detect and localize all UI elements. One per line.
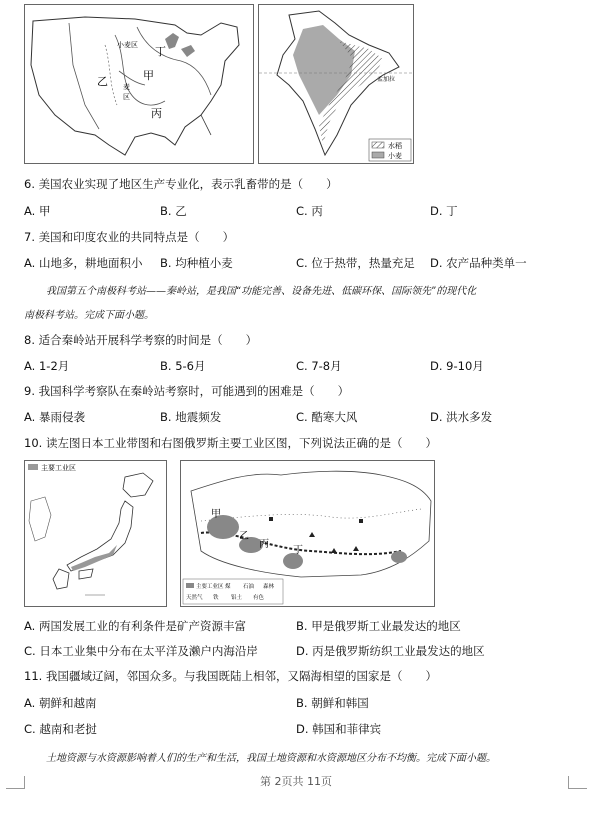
question-8-stem: 8. 适合秦岭站开展科学考察的时间是（ ） <box>24 333 258 347</box>
passage-qinling-line1: 我国第五个南极科考站——秦岭站，是我国“功能完善、设备先进、低碳环保、国际领先”的现代化 <box>46 286 477 297</box>
russia-label-ding: 丁 <box>293 545 303 556</box>
label-mai: 麦 <box>123 83 130 91</box>
legend-4: 天然气 <box>186 595 203 601</box>
russia-industry-map <box>180 460 435 607</box>
russia-map-svg <box>181 461 434 606</box>
kyushu <box>53 569 69 589</box>
japan-industry-map <box>24 460 167 607</box>
q10-option-c[interactable]: C. 日本工业集中分布在太平洋及濑户内海沿岸 <box>24 644 258 658</box>
q11-option-b[interactable]: B. 朝鲜和韩国 <box>296 696 369 710</box>
legend-6: 铝土 <box>231 595 243 601</box>
label-qu: 区 <box>123 93 130 101</box>
legend-3: 森林 <box>263 584 275 590</box>
question-10-stem: 10. 读左图日本工业带图和右图俄罗斯主要工业区图，下列说法正确的是（ ） <box>24 436 437 450</box>
label-ding: 丁 <box>155 45 166 58</box>
label-bengal: 孟加拉 <box>377 76 396 83</box>
legend-rice-swatch <box>372 142 384 148</box>
legend-rice-label: 水稻 <box>388 142 402 150</box>
resource-symbol <box>359 519 363 523</box>
q9-option-c[interactable]: C. 酷寒大风 <box>296 410 358 424</box>
resource-symbol <box>269 517 273 521</box>
q10-option-d[interactable]: D. 丙是俄罗斯纺织工业最发达的地区 <box>296 644 485 658</box>
russia-label-bing: 丙 <box>259 539 269 550</box>
great-lakes <box>165 33 195 57</box>
q9-option-a[interactable]: A. 暴雨侵袭 <box>24 410 85 424</box>
q6-option-b[interactable]: B. 乙 <box>160 204 187 218</box>
q8-option-c[interactable]: C. 7-8月 <box>296 359 342 373</box>
legend-5: 铁 <box>213 595 219 601</box>
q8-option-d[interactable]: D. 9-10月 <box>430 359 484 373</box>
japan-legend-swatch <box>28 464 38 470</box>
q8-option-b[interactable]: B. 5-6月 <box>160 359 206 373</box>
legend-wheat-swatch <box>372 152 384 158</box>
hokkaido <box>123 473 153 497</box>
legend-1: 煤 <box>225 584 231 590</box>
q8-option-a[interactable]: A. 1-2月 <box>24 359 70 373</box>
usa-map-svg <box>25 5 253 163</box>
legend-2: 石油 <box>243 584 255 590</box>
q9-option-b[interactable]: B. 地震频发 <box>160 410 222 424</box>
question-6-stem: 6. 美国农业实现了地区生产专业化，表示乳畜带的是（ ） <box>24 177 338 191</box>
legend-0: 主要工业区 <box>196 584 224 590</box>
industrial-area-far-east <box>391 551 407 563</box>
shikoku <box>79 569 93 579</box>
question-9-stem: 9. 我国科学考察队在秦岭站考察时，可能遇到的困难是（ ） <box>24 384 350 398</box>
q7-option-d[interactable]: D. 农产品种类单一 <box>430 256 527 270</box>
q10-option-a[interactable]: A. 两国发展工业的有利条件是矿产资源丰富 <box>24 619 246 633</box>
india-map-svg <box>259 5 413 163</box>
q11-option-c[interactable]: C. 越南和老挝 <box>24 722 97 736</box>
legend-industrial-swatch <box>186 583 194 588</box>
question-7-stem: 7. 美国和印度农业的共同特点是（ ） <box>24 230 235 244</box>
passage-qinling-line2: 南极科考站。完成下面小题。 <box>24 310 154 321</box>
label-yi: 乙 <box>97 75 108 88</box>
label-xiaomai-top: 小麦区 <box>117 41 138 49</box>
wheat-area <box>293 25 355 115</box>
russia-label-jia: 甲 <box>211 509 221 520</box>
pacific-industrial-belt <box>71 545 117 571</box>
india-agriculture-map <box>258 4 414 164</box>
q7-option-b[interactable]: B. 均种植小麦 <box>160 256 233 270</box>
q6-option-c[interactable]: C. 丙 <box>296 204 323 218</box>
region-boundary <box>69 23 99 129</box>
legend-wheat-label: 小麦 <box>388 152 402 160</box>
resource-symbols <box>309 532 359 553</box>
florida <box>201 115 211 135</box>
japan-legend-label: 主要工业区 <box>41 464 76 472</box>
label-jia: 甲 <box>143 69 154 82</box>
usa-agriculture-map <box>24 4 254 164</box>
page-number: 第 2页共 11页 <box>260 775 332 788</box>
q6-option-a[interactable]: A. 甲 <box>24 204 51 218</box>
russia-label-yi: 乙 <box>239 531 249 542</box>
q11-option-d[interactable]: D. 韩国和菲律宾 <box>296 722 382 736</box>
japan-map-svg <box>25 461 166 606</box>
q11-option-a[interactable]: A. 朝鲜和越南 <box>24 696 97 710</box>
legend-7: 有色 <box>253 595 265 601</box>
q7-option-a[interactable]: A. 山地多，耕地面积小 <box>24 256 143 270</box>
korean-peninsula <box>29 497 51 541</box>
passage-land-water: 土地资源与水资源影响着人们的生产和生活，我国土地资源和水资源地区分布不均衡。完成下面小题。 <box>46 753 496 764</box>
label-bing: 丙 <box>151 107 162 120</box>
question-11-stem: 11. 我国疆域辽阔，邻国众多。与我国既陆上相邻，又隔海相望的国家是（ ） <box>24 669 437 683</box>
q9-option-d[interactable]: D. 洪水多发 <box>430 410 493 424</box>
q7-option-c[interactable]: C. 位于热带，热量充足 <box>296 256 415 270</box>
q6-option-d[interactable]: D. 丁 <box>430 204 458 218</box>
q10-option-b[interactable]: B. 甲是俄罗斯工业最发达的地区 <box>296 619 461 633</box>
